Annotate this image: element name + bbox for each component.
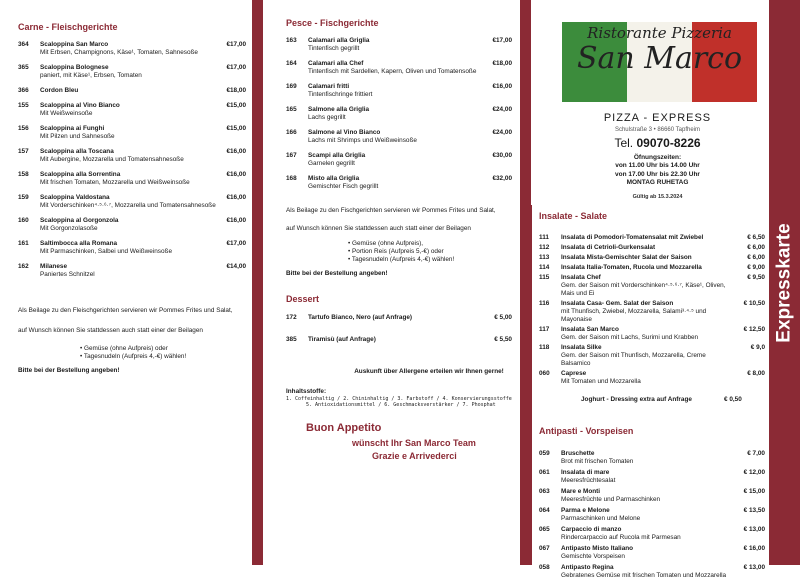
item-text — [561, 507, 737, 523]
item-price: €16,00 — [226, 194, 246, 202]
menu-item — [539, 254, 765, 262]
item-name: Caprese — [561, 370, 587, 378]
carne-section — [18, 22, 246, 375]
item-description: Tintenfisch gegrillt — [308, 45, 360, 53]
item-text — [561, 244, 737, 252]
item-text — [561, 545, 737, 561]
menu-item — [286, 83, 512, 99]
item-price: € 13,00 — [743, 563, 765, 571]
item-text — [40, 102, 218, 118]
item-number: 156 — [18, 125, 29, 133]
side-note: auf Wunsch können Sie stattdessen auch statt einer der Beilagen — [286, 225, 471, 233]
section-title: Insalate - Salate — [539, 211, 608, 221]
menu-item — [18, 64, 246, 80]
item-name: Insalata di Pomodori-Tomatensalat mit Zwiebel — [561, 234, 704, 242]
menu-item — [286, 336, 512, 344]
item-text — [308, 106, 484, 122]
item-description: Meeresfrüchtesalat — [561, 476, 616, 484]
item-number: 385 — [286, 335, 297, 343]
item-price: €18,00 — [492, 60, 512, 68]
item-name: Scaloppina Bolognese — [40, 64, 109, 72]
item-name: Salmone alla Griglia — [308, 106, 370, 114]
menu-item — [286, 175, 512, 191]
item-text — [561, 370, 737, 386]
item-description: Meeresfrüchte und Parmaschinken — [561, 495, 661, 503]
menu-item — [539, 300, 765, 324]
item-number: 162 — [18, 263, 29, 271]
menu-item — [539, 526, 765, 542]
item-description: Mit Weißweinsoße — [40, 110, 93, 118]
item-number: 166 — [286, 129, 297, 137]
item-text — [308, 175, 484, 191]
item-price: € 6,50 — [747, 234, 765, 242]
item-name: Milanese — [40, 263, 67, 271]
hours: von 11.00 Uhr bis 14.00 Uhr — [615, 162, 700, 170]
side-note: auf Wunsch können Sie stattdessen auch statt einer der Beilagen — [18, 327, 203, 335]
menu-item — [18, 240, 246, 256]
menu-item — [539, 564, 765, 580]
item-name: Insalata di mare — [561, 468, 610, 476]
menu-item — [286, 129, 512, 145]
item-number: 115 — [539, 274, 550, 282]
menu-item — [286, 37, 512, 53]
item-text — [308, 60, 484, 76]
menu-item — [539, 507, 765, 523]
item-description: Lachs gegrillt — [308, 114, 346, 122]
item-number: 161 — [18, 240, 29, 248]
item-name: Calamari fritti — [308, 83, 350, 91]
valid-date: Gültig ab 15.3.2024 — [632, 193, 683, 200]
item-price: € 12,00 — [743, 468, 765, 476]
logo — [562, 24, 757, 75]
bullet: • Tagesnudeln (Aufpreis 4,-€) wählen! — [348, 256, 455, 264]
item-description: Tintenfisch mit Sardellen, Kapern, Oliven und Tomatensoße — [308, 68, 477, 76]
item-number: 112 — [539, 244, 550, 252]
item-price: €24,00 — [492, 106, 512, 114]
item-name: Salmone al Vino Bianco — [308, 129, 381, 137]
item-price: € 9,50 — [747, 274, 765, 282]
item-name: Insalata San Marco — [561, 326, 619, 334]
item-text — [308, 83, 484, 99]
menu-item — [286, 106, 512, 122]
item-description: paniert, mit Käse¹, Erbsen, Tomaten — [40, 72, 142, 80]
side-label — [769, 0, 800, 565]
section-title: Dessert — [286, 294, 320, 305]
greeting: Grazie e Arrivederci — [372, 451, 457, 461]
item-number: 111 — [539, 234, 549, 242]
menu-item — [539, 264, 765, 272]
item-price: €17,00 — [492, 37, 512, 45]
item-description: Lachs mit Shrimps und Weißweinsoße — [308, 137, 417, 145]
contact-block — [545, 112, 770, 200]
item-number: 059 — [539, 449, 550, 457]
item-name: Saltimbocca alla Romana — [40, 240, 118, 248]
item-price: €17,00 — [226, 64, 246, 72]
greeting: Buon Appetito — [306, 422, 382, 434]
item-price: €32,00 — [492, 175, 512, 183]
item-number: 058 — [539, 563, 550, 571]
section-title: Carne - Fleischgerichte — [18, 22, 118, 32]
panel-border — [530, 205, 532, 565]
item-description: Gem. der Saison mit Vorderschinken⁴·⁵·⁶·⁷, Käse¹, Oliven, Mais und Ei — [561, 282, 726, 298]
item-number: 158 — [18, 171, 29, 179]
item-number: 365 — [18, 64, 29, 72]
item-name: Calamari alla Chef — [308, 60, 364, 68]
allergen-note: Auskunft über Allergene erteilen wir Ihnen gerne! — [354, 367, 504, 375]
bullet: • Gemüse (ohne Aufpreis) oder — [80, 345, 168, 353]
item-name: Tartufo Bianco, Nero (auf Anfrage) — [308, 313, 413, 321]
item-description: Gem. der Saison mit Thunfisch, Mozzarella, Creme Balsamico — [561, 352, 706, 368]
item-name: Scampi alla Griglia — [308, 152, 366, 160]
logo-line1: Ristorante Pizzeria — [587, 24, 732, 42]
item-text — [561, 564, 737, 580]
item-price: €17,00 — [226, 240, 246, 248]
item-number: 118 — [539, 344, 550, 352]
menu-item — [539, 488, 765, 504]
item-number: 159 — [18, 194, 29, 202]
item-name: Calamari alla Griglia — [308, 37, 370, 45]
ingredients-list: 5. Antioxidationsmittel / 6. Geschmacksverstärker / 7. Phosphat — [306, 401, 496, 408]
item-price: € 13,00 — [743, 525, 765, 533]
pesce-section — [286, 18, 512, 462]
salate-section — [539, 211, 765, 583]
side-note: Als Beilage zu den Fleischgerichten servieren wir Pommes Frites und Salat, — [18, 307, 233, 315]
item-number: 167 — [286, 152, 297, 160]
item-price: €14,00 — [226, 263, 246, 271]
item-number: 116 — [539, 300, 550, 308]
item-number: 163 — [286, 37, 297, 45]
item-price: € 12,50 — [743, 326, 765, 334]
item-name: Scaloppina al Gorgonzola — [40, 217, 119, 225]
item-number: 366 — [18, 87, 29, 95]
item-number: 064 — [539, 506, 550, 514]
side-note: Bitte bei der Bestellung angeben! — [18, 367, 120, 375]
side-label-text: Expresskarte — [773, 222, 795, 343]
item-description: Mit Gorgonzolasoße — [40, 225, 98, 233]
item-price: € 15,00 — [743, 487, 765, 495]
item-number: 061 — [539, 468, 550, 476]
item-text — [561, 469, 737, 485]
item-name: Antipasto Regina — [561, 563, 614, 571]
item-price: € 16,00 — [743, 544, 765, 552]
item-price: €16,00 — [226, 171, 246, 179]
item-name: Scaloppina Valdostana — [40, 194, 110, 202]
item-number: 114 — [539, 264, 550, 272]
item-text — [561, 488, 737, 504]
bullet: • Gemüse (ohne Aufpreis), — [348, 240, 424, 248]
item-name: Mare e Monti — [561, 487, 601, 495]
item-text — [561, 274, 737, 298]
side-note: Als Beilage zu den Fischgerichten servieren wir Pommes Frites und Salat, — [286, 207, 496, 215]
item-number: 364 — [18, 41, 29, 49]
item-text — [561, 526, 737, 542]
subtitle: PIZZA - EXPRESS — [603, 112, 712, 124]
item-number: 165 — [286, 106, 297, 114]
section-title: Pesce - Fischgerichte — [286, 18, 379, 28]
item-price: € 13,50 — [743, 506, 765, 514]
menu-item — [539, 545, 765, 561]
item-description: Gebratenes Gemüse mit frischen Tomaten und Mozzarella — [561, 571, 727, 579]
ingredients-title: Inhaltsstoffe: — [286, 387, 327, 395]
menu-item — [539, 450, 765, 466]
item-number: 113 — [539, 254, 550, 262]
bullet: • Tagesnudeln (Aufpreis 4,-€) wählen! — [80, 353, 187, 361]
item-text — [308, 336, 484, 344]
item-price: €18,00 — [226, 87, 246, 95]
ingredients-list: 1. Coffeinhaltig / 2. Chininhaltig / 3. Farbstoff / 4. Konservierungsstoffe — [286, 395, 512, 402]
item-text — [40, 194, 218, 210]
item-description: Garnelen gegrillt — [308, 160, 355, 168]
item-price: €16,00 — [226, 148, 246, 156]
item-description: Mit Parmaschinken, Salbei und Weißweinsoße — [40, 248, 173, 256]
item-number: 063 — [539, 487, 550, 495]
item-description: Mit Pilzen und Sahnesoße — [40, 133, 115, 141]
menu-item — [18, 217, 246, 233]
side-note: Bitte bei der Bestellung angeben! — [286, 270, 388, 278]
item-price: €16,00 — [492, 83, 512, 91]
menu-item — [18, 125, 246, 141]
item-price: € 10,50 — [743, 300, 765, 308]
item-name: Misto alla Griglia — [308, 175, 360, 183]
item-price: €16,00 — [226, 217, 246, 225]
item-name: Bruschette — [561, 449, 595, 457]
item-price: €15,00 — [226, 102, 246, 110]
address: Schulstraße 3 • 86660 Tapfheim — [614, 127, 701, 133]
item-text — [40, 171, 218, 187]
greeting: wünscht Ihr San Marco Team — [352, 437, 476, 448]
logo-line2: San Marco — [576, 41, 743, 76]
item-price: € 6,00 — [747, 254, 765, 262]
item-description: mit Thunfisch, Zwiebel, Mozzarella, Salami³·⁴·⁵ und Mayonaise — [561, 308, 707, 324]
item-number: 168 — [286, 175, 297, 183]
section-title: Antipasti - Vorspeisen — [539, 426, 634, 437]
item-price: € 5,00 — [494, 313, 512, 321]
menu-item — [286, 152, 512, 168]
item-number: 164 — [286, 60, 297, 68]
item-text — [40, 217, 218, 233]
item-text — [308, 37, 484, 53]
menu-item — [18, 263, 246, 279]
item-text — [561, 264, 737, 272]
item-number: 067 — [539, 544, 550, 552]
item-text — [40, 125, 218, 141]
item-text — [308, 129, 484, 145]
item-name: Scaloppina alla Toscana — [40, 148, 114, 156]
hours-title: Öfnungszeiten: — [633, 154, 682, 161]
item-number: 155 — [18, 102, 29, 110]
item-number: 117 — [539, 326, 550, 334]
item-name: Insalata Italia-Tomaten, Rucola und Mozzarella — [561, 264, 702, 272]
item-name: Tiramisù (auf Anfrage) — [308, 335, 376, 343]
item-description: Mit Erbsen, Champignons, Käse¹, Tomaten, Sahnesoße — [40, 49, 198, 57]
item-text — [40, 240, 218, 256]
item-name: Antipasto Misto Italiano — [561, 544, 634, 552]
menu-item — [18, 194, 246, 210]
item-name: Scaloppina alla Sorrentina — [40, 171, 121, 179]
item-text — [561, 344, 737, 368]
menu-item — [286, 314, 512, 322]
item-price: € 6,00 — [747, 244, 765, 252]
item-name: Insalata Mista-Gemischter Salat der Saison — [561, 254, 692, 262]
item-price: €15,00 — [226, 125, 246, 133]
item-name: Scaloppina ai Funghi — [40, 125, 105, 133]
menu-item — [539, 234, 765, 242]
item-text — [40, 148, 218, 164]
dressing-note: Joghurt - Dressing extra auf Anfrage — [581, 396, 692, 404]
item-description: Parmaschinken und Melone — [561, 514, 641, 522]
item-text — [561, 450, 737, 466]
bullet: • Portion Reis (Aufpreis 5,-€) oder — [348, 248, 444, 256]
item-description: Gemischte Vorspeisen — [561, 552, 625, 560]
item-number: 060 — [539, 370, 550, 378]
item-name: Cordon Bleu — [40, 87, 79, 95]
item-price: € 7,00 — [747, 449, 765, 457]
item-price: € 8,00 — [747, 370, 765, 378]
menu-item — [18, 87, 246, 95]
item-description: Mit Aubergine, Mozzarella und Tomatensahnesoße — [40, 156, 184, 164]
item-name: Insalata Chef — [561, 274, 601, 282]
tel-number: 09070-8226 — [636, 136, 701, 150]
item-price: €17,00 — [226, 41, 246, 49]
menu-item — [286, 60, 512, 76]
menu-item — [18, 41, 246, 57]
tel-label: Tel. — [614, 136, 634, 150]
hours: von 17.00 Uhr bis 22.30 Uhr — [615, 170, 700, 178]
item-name: Scaloppina San Marco — [40, 41, 109, 49]
item-text — [308, 314, 484, 322]
item-text — [40, 87, 218, 95]
item-name: Carpaccio di manzo — [561, 525, 622, 533]
item-name: Insalata Casa- Gem. Salat der Saison — [561, 300, 674, 308]
closed-day: MONTAG RUHETAG — [626, 179, 689, 187]
item-description: Gem. der Saison mit Lachs, Surimi und Krabben — [561, 334, 699, 342]
menu-item — [539, 344, 765, 368]
item-description: Tintenfischringe frittiert — [308, 91, 373, 99]
item-text — [561, 326, 737, 342]
menu-item — [539, 469, 765, 485]
item-number: 172 — [286, 313, 297, 321]
menu-item — [18, 148, 246, 164]
item-number: 160 — [18, 217, 29, 225]
item-number: 169 — [286, 83, 297, 91]
menu-item — [539, 274, 765, 298]
item-name: Insalata Silke — [561, 344, 602, 352]
item-description: Brot mit frischen Tomaten — [561, 457, 634, 465]
dressing-price: € 0,50 — [724, 396, 742, 404]
item-number: 157 — [18, 148, 29, 156]
menu-item — [18, 102, 246, 118]
item-description: Mit frischen Tomaten, Mozzarella und Weißweinsoße — [40, 179, 190, 187]
menu-item — [539, 370, 765, 386]
item-text — [40, 41, 218, 57]
item-text — [561, 300, 737, 324]
item-description: Rindercarpaccio auf Rucola mit Parmesan — [561, 533, 681, 541]
item-price: €24,00 — [492, 129, 512, 137]
item-price: € 9,00 — [747, 264, 765, 272]
item-text — [308, 152, 484, 168]
divider-bar — [252, 0, 263, 565]
item-number: 065 — [539, 525, 550, 533]
item-name: Parma e Melone — [561, 506, 610, 514]
item-name: Insalata di Cetrioli-Gurkensalat — [561, 244, 656, 252]
item-description: Mit Tomaten und Mozzarella — [561, 378, 641, 386]
item-name: Scaloppina al Vino Bianco — [40, 102, 120, 110]
menu-item — [539, 244, 765, 252]
item-text — [40, 64, 218, 80]
menu-item — [18, 171, 246, 187]
item-description: Gemischter Fisch gegrillt — [308, 183, 379, 191]
item-price: €30,00 — [492, 152, 512, 160]
item-price: € 5,50 — [494, 335, 512, 343]
item-price: € 9,0 — [750, 344, 765, 352]
item-text — [561, 254, 737, 262]
item-description: Mit Vorderschinken⁴·⁵·⁶·⁷, Mozzarella und Tomatensahnesoße — [40, 202, 216, 210]
menu-item — [539, 326, 765, 342]
item-text — [561, 234, 737, 242]
item-description: Paniertes Schnitzel — [40, 271, 95, 279]
item-text — [40, 263, 218, 279]
